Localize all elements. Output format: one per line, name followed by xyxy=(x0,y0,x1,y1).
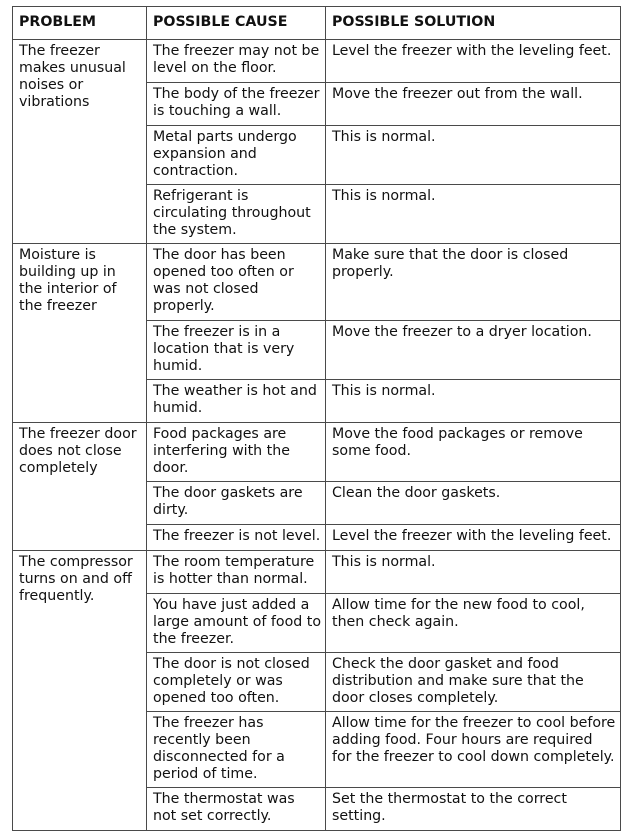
cause-cell: Metal parts undergo expansion and contraction. xyxy=(147,126,326,185)
solution-cell: Move the food packages or remove some food. xyxy=(326,423,621,482)
cause-cell: The door is not closed completely or was opened too often. xyxy=(147,653,326,712)
cause-cell: The freezer is in a location that is very humid. xyxy=(147,321,326,380)
cause-cell: The freezer may not be level on the floor. xyxy=(147,40,326,83)
cause-cell: Food packages are interfering with the door. xyxy=(147,423,326,482)
cause-cell: The thermostat was not set correctly. xyxy=(147,788,326,831)
cause-cell: The room temperature is hotter than normal. xyxy=(147,551,326,594)
header-possible-solution: POSSIBLE SOLUTION xyxy=(326,7,621,40)
solution-cell: Level the freezer with the leveling feet. xyxy=(326,525,621,551)
table-row xyxy=(13,423,621,482)
problem-cell: The compressor turns on and off frequently. xyxy=(13,551,147,831)
header-row xyxy=(13,7,621,40)
solution-cell: Make sure that the door is closed properly. xyxy=(326,244,621,321)
cause-cell: The freezer is not level. xyxy=(147,525,326,551)
cause-cell: Refrigerant is circulating throughout the system. xyxy=(147,185,326,244)
solution-cell: Allow time for the new food to cool, then check again. xyxy=(326,594,621,653)
problem-cell: The freezer makes unusual noises or vibrations xyxy=(13,40,147,244)
solution-cell: Set the thermostat to the correct setting. xyxy=(326,788,621,831)
table-row xyxy=(13,40,621,83)
troubleshooting-table xyxy=(12,6,621,831)
solution-cell: Clean the door gaskets. xyxy=(326,482,621,525)
problem-cell: The freezer door does not close completely xyxy=(13,423,147,551)
table-row xyxy=(13,551,621,594)
problem-cell: Moisture is building up in the interior of the freezer xyxy=(13,244,147,423)
solution-cell: Check the door gasket and food distribution and make sure that the door closes completely. xyxy=(326,653,621,712)
cause-cell: The freezer has recently been disconnected for a period of time. xyxy=(147,712,326,788)
cause-cell: The door gaskets are dirty. xyxy=(147,482,326,525)
cause-cell: You have just added a large amount of food to the freezer. xyxy=(147,594,326,653)
solution-cell: Move the freezer to a dryer location. xyxy=(326,321,621,380)
table-row xyxy=(13,244,621,321)
solution-cell: Move the freezer out from the wall. xyxy=(326,83,621,126)
solution-cell: This is normal. xyxy=(326,551,621,594)
solution-cell: This is normal. xyxy=(326,126,621,185)
cause-cell: The door has been opened too often or was not closed properly. xyxy=(147,244,326,321)
solution-cell: This is normal. xyxy=(326,185,621,244)
solution-cell: Level the freezer with the leveling feet. xyxy=(326,40,621,83)
cause-cell: The weather is hot and humid. xyxy=(147,380,326,423)
header-possible-cause: POSSIBLE CAUSE xyxy=(147,7,326,40)
solution-cell: This is normal. xyxy=(326,380,621,423)
cause-cell: The body of the freezer is touching a wall. xyxy=(147,83,326,126)
solution-cell: Allow time for the freezer to cool before adding food. Four hours are required for the freezer to cool down completely. xyxy=(326,712,621,788)
header-problem: PROBLEM xyxy=(13,7,147,40)
